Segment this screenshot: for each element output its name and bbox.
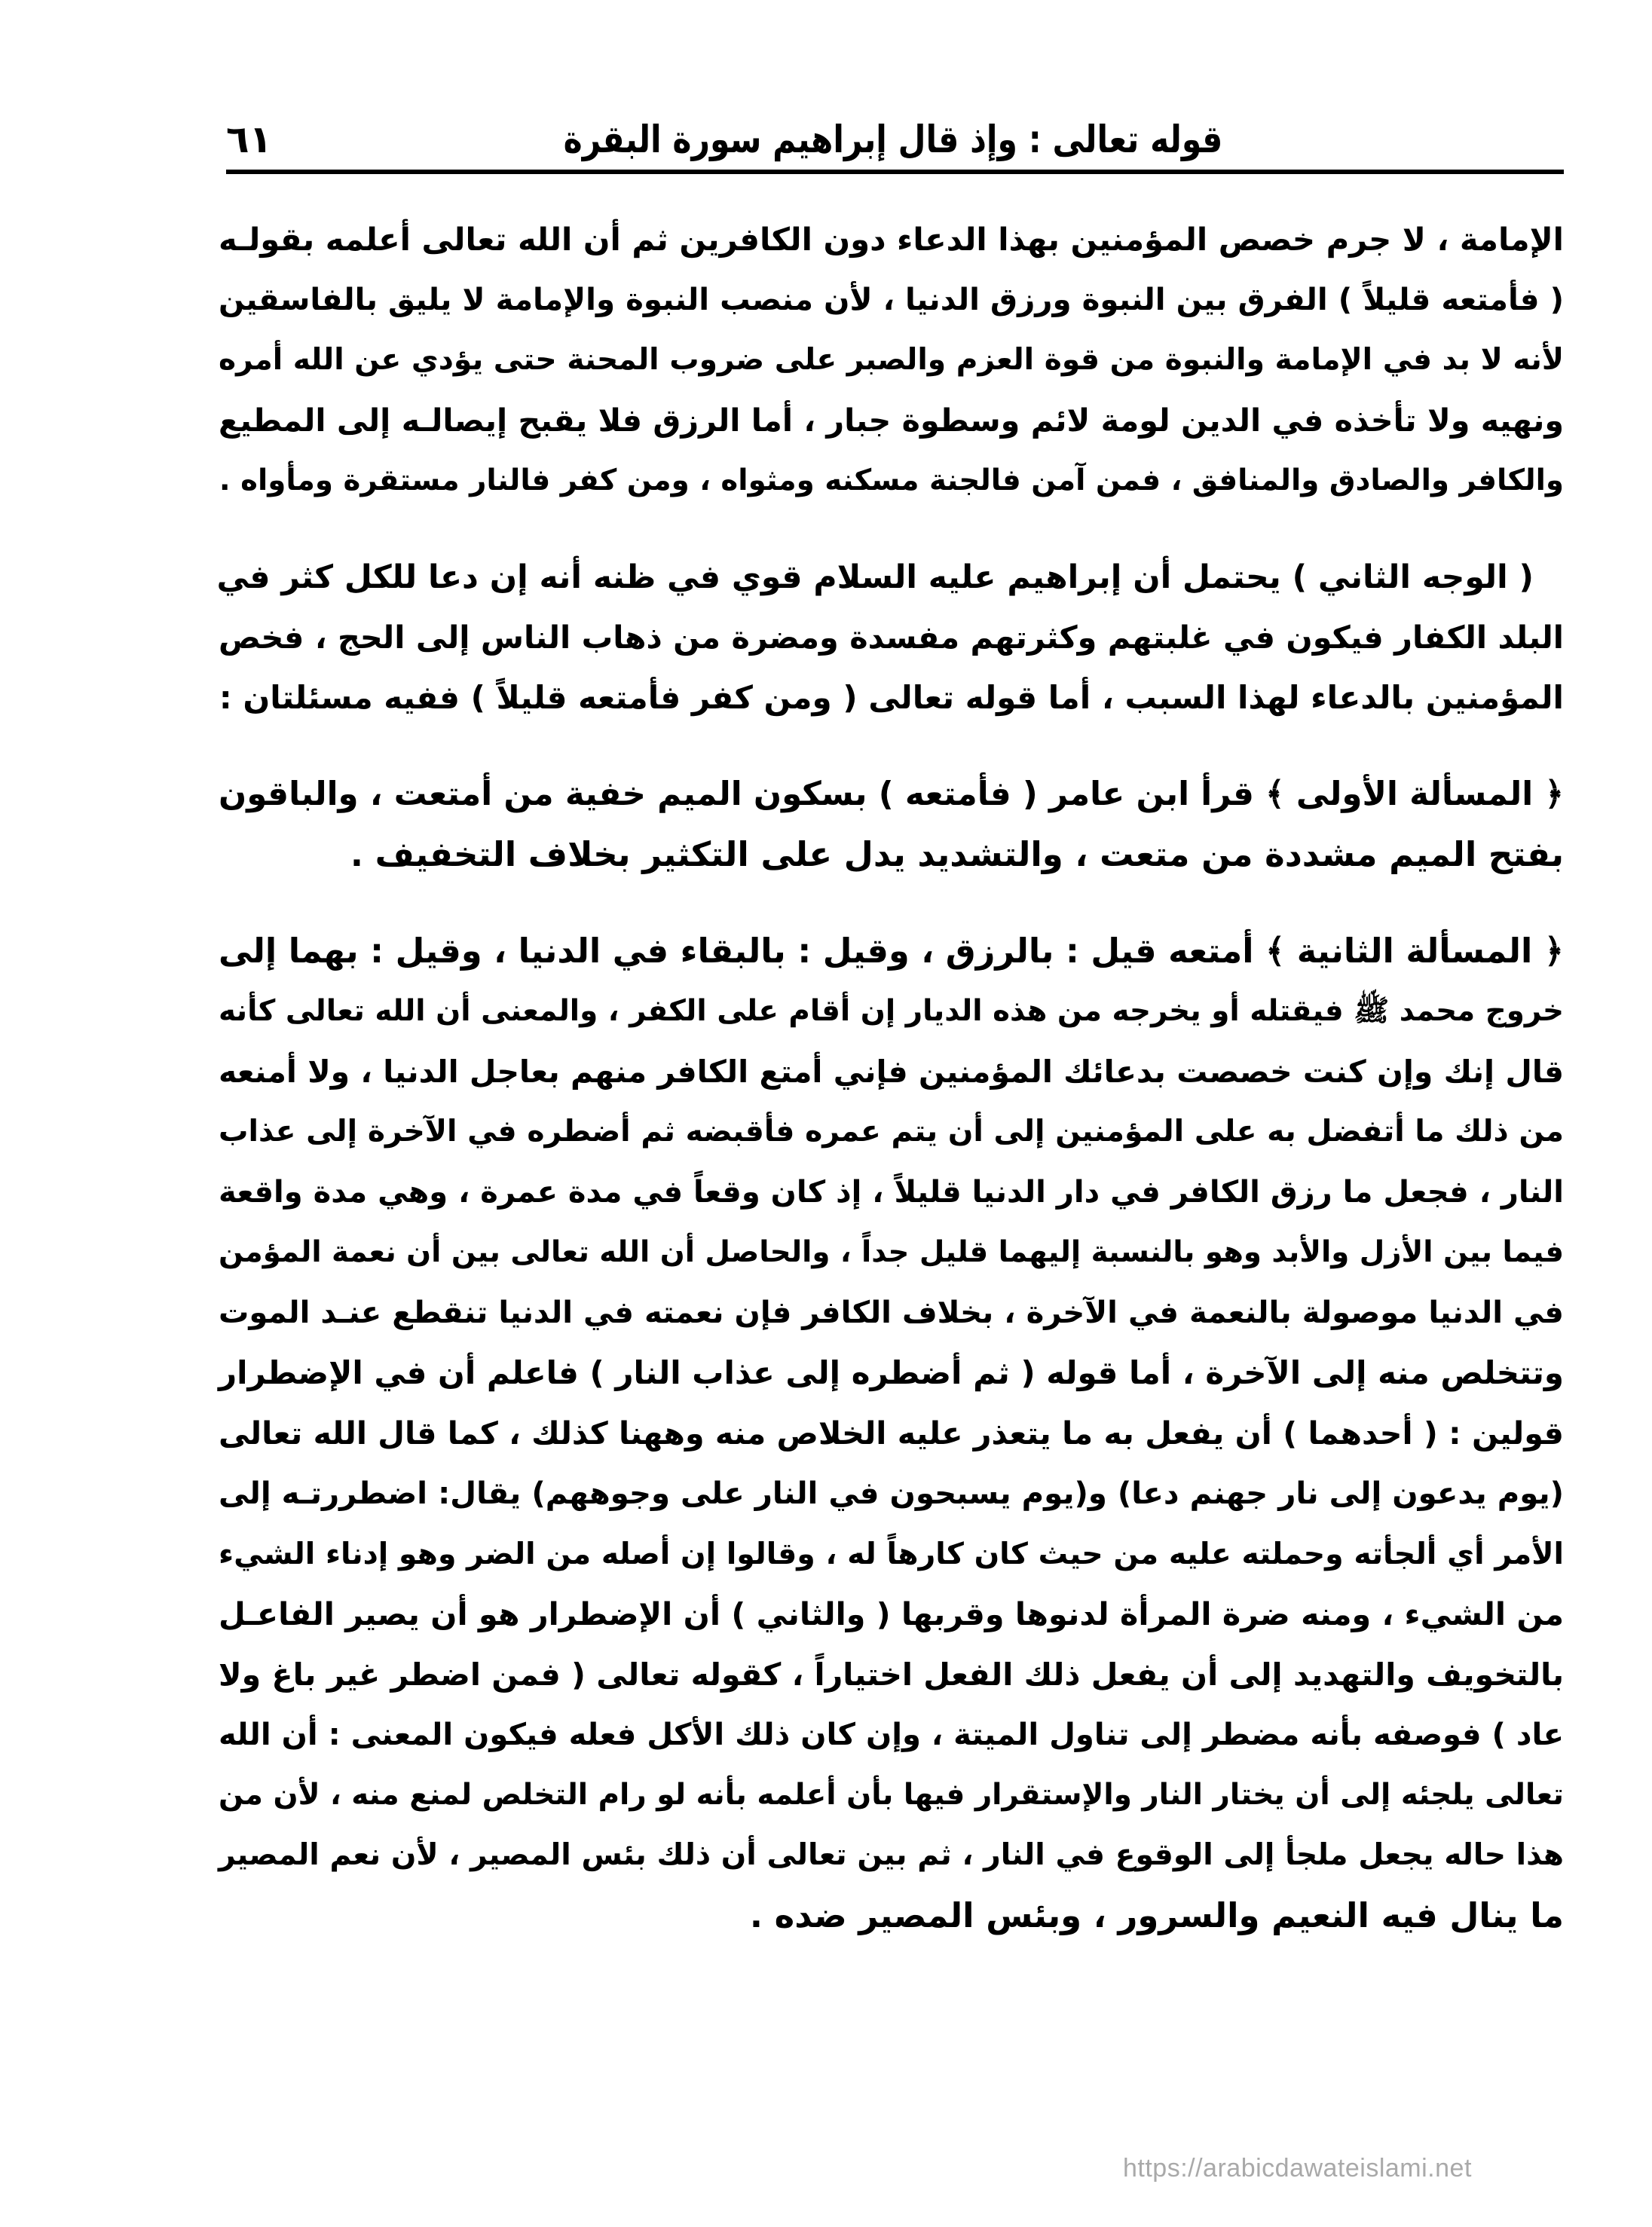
paragraph-1 <box>219 210 1564 511</box>
text-line: الإمامة ، لا جرم خصص المؤمنين بهذا الدعاء دون الكافرين ثم أن الله تعالى أعلمه بقولـه <box>219 221 1564 258</box>
paragraph-4 <box>219 921 1564 1946</box>
text-line: بالتخويف والتهديد إلى أن يفعل ذلك الفعل اختياراً ، كقوله تعالى ( فمن اضطر غير باغ ولا <box>219 1656 1564 1693</box>
page-header <box>226 113 1560 173</box>
watermark-link[interactable]: https://arabicdawateislami.net <box>1123 2154 1472 2183</box>
text-line: ونهيه ولا تأخذه في الدين لومة لائم وسطوة جبار ، أما الرزق فلا يقبح إيصالـه إلى المطيع <box>219 402 1564 439</box>
text-line: بفتح الميم مشددة من متعت ، والتشديد يدل على التكثير بخلاف التخفيف . <box>350 834 1564 874</box>
text-line: الأمر أي ألجأته وحملته عليه من حيث كان كارهاً له ، وقالوا إن أصله من الضر وهو إدناء الشيء <box>219 1537 1564 1571</box>
text-line: فيما بين الأزل والأبد وهو بالنسبة إليهما قليل جداً ، والحاصل أن الله تعالى بين أن نعمة المؤمن <box>219 1235 1564 1269</box>
body-text <box>216 210 1564 1946</box>
text-line: ما ينال فيه النعيم والسرور ، وبئس المصير ضده . <box>749 1895 1564 1935</box>
text-line: هذا حاله يجعل ملجأ إلى الوقوع في النار ، ثم بين تعالى أن ذلك بئس المصير ، لأن نعم المصير <box>219 1838 1564 1872</box>
text-line: تعالى يلجئه إلى أن يختار النار والإستقرار فيها بأن أعلمه بأنه لو رام التخلص لمنع منه ، لأن من <box>219 1778 1564 1812</box>
text-line: لأنه لا بد في الإمامة والنبوة من قوة العزم والصبر على ضروب المحنة حتى يؤدي عن الله أمره <box>219 343 1564 377</box>
running-title: قوله تعالى : وإذ قال إبراهيم سورة البقرة <box>563 118 1223 161</box>
paragraph-gap <box>219 885 1564 921</box>
text-line: من ذلك ما أتفضل به على المؤمنين إلى أن يتم عمره فأقبضه ثم أضطره في الآخرة إلى عذاب <box>219 1115 1564 1149</box>
paragraph-gap <box>219 728 1564 764</box>
text-line: وتتخلص منه إلى الآخرة ، أما قوله ( ثم أضطره إلى عذاب النار ) فاعلم أن في الإضطرار <box>219 1354 1564 1391</box>
header-rule <box>226 170 1564 174</box>
paragraph-3 <box>219 764 1564 885</box>
text-line: والكافر والصادق والمنافق ، فمن آمن فالجنة مسكنه ومثواه ، ومن كفر فالنار مستقرة ومأواه . <box>219 463 1564 497</box>
text-line: قال إنك وإن كنت خصصت بدعائك المؤمنين فإني أمتع الكافر منهم بعاجل الدنيا ، ولا أمنعه <box>219 1054 1564 1090</box>
text-line: في الدنيا موصولة بالنعمة في الآخرة ، بخلاف الكافر فإن نعمته في الدنيا تنقطع عنـد الموت <box>219 1296 1564 1330</box>
text-line: البلد الكفار فيكون في غلبتهم وكثرتهم مفسدة ومضرة من ذهاب الناس إلى الحج ، فخص <box>219 619 1564 656</box>
paragraph-gap <box>219 511 1564 547</box>
text-line: ﴿ المسألة الأولى ﴾ قرأ ابن عامر ( فأمتعه ) بسكون الميم خفية من أمتعت ، والباقون <box>219 775 1564 813</box>
text-line: خروج محمد ﷺ فيقتله أو يخرجه من هذه الديار إن أقام على الكفر ، والمعنى أن الله تعالى كأنه <box>219 994 1564 1028</box>
page-number: ٦١ <box>226 118 273 161</box>
text-line: ﴿ المسألة الثانية ﴾ أمتعه قيل : بالرزق ، وقيل : بالبقاء في الدنيا ، وقيل : بهما إلى <box>219 931 1564 971</box>
paragraph-2 <box>216 547 1564 728</box>
text-line: عاد ) فوصفه بأنه مضطر إلى تناول الميتة ، وإن كان ذلك الأكل فعله فيكون المعنى : أن الله <box>219 1718 1564 1752</box>
text-line: المؤمنين بالدعاء لهذا السبب ، أما قوله تعالى ( ومن كفر فأمتعه قليلاً ) ففيه مسئلتان : <box>219 679 1564 716</box>
text-line: النار ، فجعل ما رزق الكافر في دار الدنيا قليلاً ، إذ كان وقعاً في مدة عمرة ، وهي مدة واقعة <box>219 1175 1564 1210</box>
text-line: ( فأمتعه قليلاً ) الفرق بين النبوة ورزق الدنيا ، لأن منصب النبوة والإمامة لا يليق بالفاسقين <box>219 282 1564 317</box>
text-line: من الشيء ، ومنه ضرة المرأة لدنوها وقربها ( والثاني ) أن الإضطرار هو أن يصير الفاعـل <box>219 1596 1564 1632</box>
text-line: (يوم يدعون إلى نار جهنم دعا) و(يوم يسبحون في النار على وجوههم) يقال: اضطررتـه إلى <box>219 1476 1564 1511</box>
text-line: قولين : ( أحدهما ) أن يفعل به ما يتعذر عليه الخلاص منه وههنا كذلك ، كما قال الله تعالى <box>219 1415 1564 1452</box>
text-line: ( الوجه الثاني ) يحتمل أن إبراهيم عليه السلام قوي في ظنه أنه إن دعا للكل كثر في <box>216 558 1534 596</box>
